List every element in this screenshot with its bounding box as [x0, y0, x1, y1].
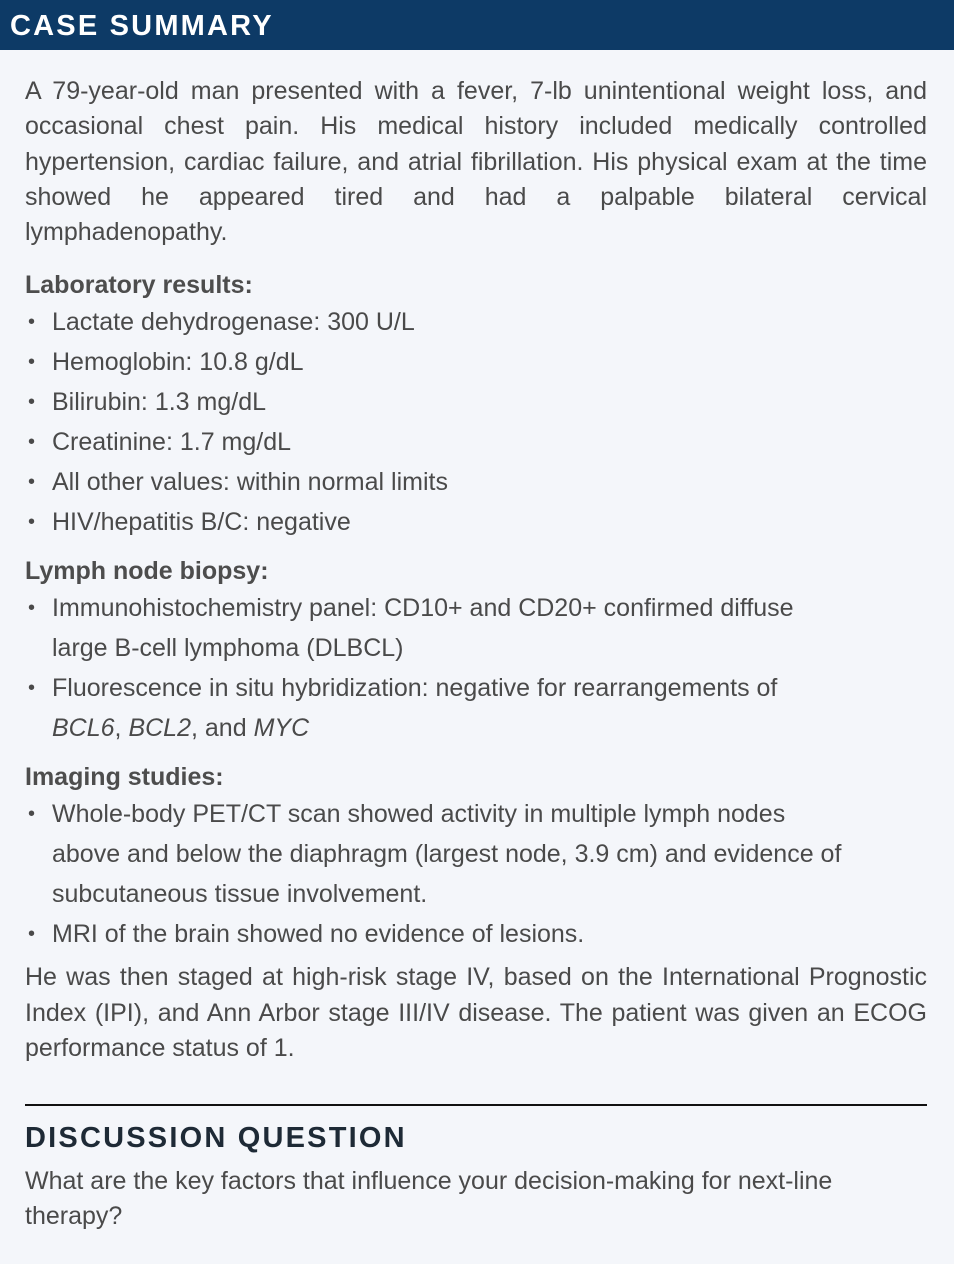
section-divider	[25, 1104, 927, 1106]
bullet-icon: •	[28, 803, 36, 826]
bullet-icon: •	[28, 923, 36, 946]
list-item: • Bilirubin: 1.3 mg/dL	[25, 382, 927, 422]
header-bar	[0, 0, 954, 50]
list-item: • HIV/hepatitis B/C: negative	[25, 502, 927, 542]
list-item: • MRI of the brain showed no evidence of lesions.	[25, 914, 927, 954]
list-item: • Immunohistochemistry panel: CD10+ and CD20+ confirmed diffuse large B-cell lymphoma (DLBCL)	[25, 588, 927, 668]
biopsy-heading: Lymph node biopsy:	[25, 557, 269, 586]
gene-bcl6: BCL6	[52, 714, 115, 743]
list-item: • Lactate dehydrogenase: 300 U/L	[25, 302, 927, 342]
gene-bcl2: BCL2	[128, 714, 191, 743]
bullet-icon: •	[28, 511, 36, 534]
imaging-list	[25, 794, 927, 954]
bullet-icon: •	[28, 311, 36, 334]
gene-myc: MYC	[253, 714, 310, 743]
bullet-icon: •	[28, 597, 36, 620]
laboratory-list	[25, 302, 927, 542]
bullet-icon: •	[28, 431, 36, 454]
case-summary-title: CASE SUMMARY	[10, 10, 274, 42]
list-item: • Fluorescence in situ hybridization: negative for rearrangements of BCL6, BCL2, and MYC	[25, 668, 927, 748]
imaging-heading: Imaging studies:	[25, 763, 224, 792]
list-item: • All other values: within normal limits	[25, 462, 927, 502]
list-item: • Creatinine: 1.7 mg/dL	[25, 422, 927, 462]
discussion-question: What are the key factors that influence your decision-making for next-line therapy?	[25, 1167, 833, 1231]
case-content	[25, 74, 927, 1066]
summary-paragraph: A 79-year-old man presented with a fever, 7-lb unintentional weight loss, and occasional chest pain. His medical history included medically controlled hypertension, cardiac failure, and atrial fibrillation. His physical exam at the time showed he appeared tired and had a palpable bilateral cervical lymphadenopathy.	[25, 77, 927, 247]
bullet-icon: •	[28, 391, 36, 414]
bullet-icon: •	[28, 351, 36, 374]
bullet-icon: •	[28, 677, 36, 700]
list-item: • Whole-body PET/CT scan showed activity in multiple lymph nodes above and below the diaphragm (largest node, 3.9 cm) and evidence of subcutaneous tissue involvement.	[25, 794, 927, 914]
laboratory-heading: Laboratory results:	[25, 271, 253, 300]
biopsy-list	[25, 588, 927, 748]
bullet-icon: •	[28, 471, 36, 494]
discussion-title: DISCUSSION QUESTION	[25, 1122, 407, 1154]
staging-paragraph: He was then staged at high-risk stage IV, based on the International Prognostic Index (IPI), and Ann Arbor stage III/IV disease. The patient was given an ECOG performance status of 1.	[25, 963, 927, 1063]
list-item: • Hemoglobin: 10.8 g/dL	[25, 342, 927, 382]
